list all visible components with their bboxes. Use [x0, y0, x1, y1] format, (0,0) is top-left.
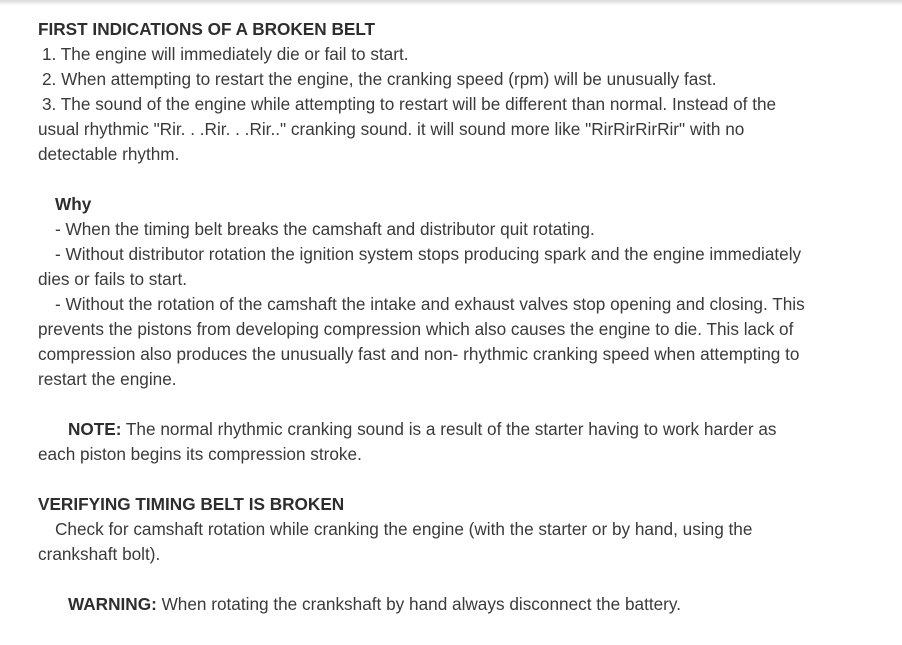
why-item-3: - Without the rotation of the camshaft the intake and exhaust valves stop opening and closing. This prevents the pistons from developing compression which also causes the engine to die. This lack of compression also produces the unusually fast and non- rhythmic cranking speed when attempting to restart the engine.	[38, 294, 805, 389]
document-body	[38, 17, 818, 617]
spacer	[38, 467, 818, 492]
spacer	[38, 567, 818, 592]
verifying-text: Check for camshaft rotation while cranking the engine (with the starter or by hand, using the crankshaft bolt).	[38, 519, 753, 564]
spacer	[38, 392, 818, 417]
why-heading: Why	[55, 194, 92, 214]
warning-label: WARNING:	[68, 594, 157, 614]
indication-item-1: 1. The engine will immediately die or fail to start.	[42, 44, 409, 64]
warning-paragraph	[38, 592, 818, 617]
spacer	[38, 167, 818, 192]
indication-item-2: 2. When attempting to restart the engine, the cranking speed (rpm) will be unusually fast.	[42, 69, 717, 89]
why-item-1: - When the timing belt breaks the camshaft and distributor quit rotating.	[55, 219, 595, 239]
verifying-heading: VERIFYING TIMING BELT IS BROKEN	[38, 494, 345, 514]
indication-item-3: 3. The sound of the engine while attempting to restart will be different than normal. Instead of the usual rhythmic "Rir. . .Rir. . .Rir.." cranking sound. it will sound more like "RirRirRirRir" with no detectable rhythm.	[38, 94, 777, 164]
top-shadow-divider	[0, 0, 902, 6]
note-label: NOTE:	[68, 419, 122, 439]
why-item-2: - Without distributor rotation the ignition system stops producing spark and the engine immediately dies or fails to start.	[38, 244, 802, 289]
broken-belt-heading: FIRST INDICATIONS OF A BROKEN BELT	[38, 19, 376, 39]
note-paragraph	[38, 417, 818, 467]
warning-text: When rotating the crankshaft by hand always disconnect the battery.	[156, 594, 681, 614]
note-text: The normal rhythmic cranking sound is a result of the starter having to work harder as each piston begins its compression stroke.	[38, 419, 777, 464]
